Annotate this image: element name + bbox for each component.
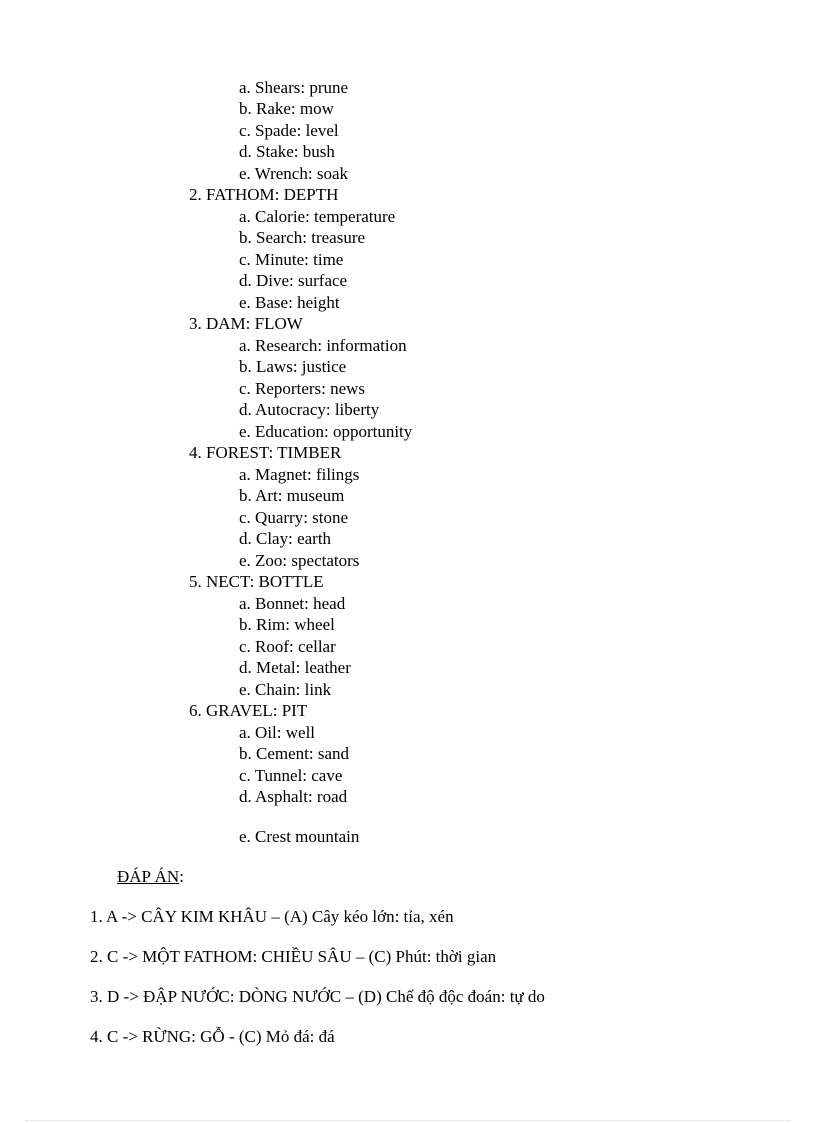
question-3-stem: 3. DAM: FLOW: [189, 314, 303, 333]
answer-4: 4. C -> RỪNG: GỖ - (C) Mỏ đá: đá: [90, 1027, 335, 1046]
answer-1: 1. A -> CÂY KIM KHÂU – (A) Cây kéo lớn: tỉa, xén: [90, 907, 454, 926]
option-4c: c. Quarry: stone: [239, 508, 349, 527]
option-1c: c. Spade: level: [239, 121, 339, 140]
option-2e: e. Base: height: [239, 293, 340, 312]
option-5b: b. Rim: wheel: [239, 615, 335, 634]
option-3c: c. Reporters: news: [239, 379, 366, 398]
option-2a: a. Calorie: temperature: [239, 207, 396, 226]
answer-3: 3. D -> ĐẬP NƯỚC: DÒNG NƯỚC – (D) Chế độ độc đoán: tự do: [90, 987, 545, 1006]
option-3a: a. Research: information: [239, 336, 407, 355]
option-3d: d. Autocracy: liberty: [239, 400, 380, 419]
option-4e: e. Zoo: spectators: [239, 551, 360, 570]
option-6d: d. Asphalt: road: [239, 787, 348, 806]
answers-title-colon: :: [179, 867, 184, 886]
option-2c: c. Minute: time: [239, 250, 344, 269]
answers-heading: [117, 866, 184, 887]
question-2-stem: 2. FATHOM: DEPTH: [189, 185, 339, 204]
question-5-stem: 5. NECT: BOTTLE: [189, 572, 324, 591]
answer-2: 2. C -> MỘT FATHOM: CHIỀU SÂU – (C) Phút: thời gian: [90, 947, 497, 966]
option-4a: a. Magnet: filings: [239, 465, 360, 484]
option-5e: e. Chain: link: [239, 680, 332, 699]
option-6e: e. Crest mountain: [239, 827, 360, 846]
page-bottom-edge: [26, 1120, 790, 1121]
option-1d: d. Stake: bush: [239, 142, 335, 161]
option-3b: b. Laws: justice: [239, 357, 347, 376]
option-1e: e. Wrench: soak: [239, 164, 348, 183]
question-6-stem: 6. GRAVEL: PIT: [189, 701, 308, 720]
option-5d: d. Metal: leather: [239, 658, 351, 677]
option-6c: c. Tunnel: cave: [239, 766, 343, 785]
option-2d: d. Dive: surface: [239, 271, 348, 290]
option-3e: e. Education: opportunity: [239, 422, 413, 441]
answers-title: ĐÁP ÁN: [117, 867, 180, 886]
option-4b: b. Art: museum: [239, 486, 345, 505]
option-1a: a. Shears: prune: [239, 78, 349, 97]
option-1b: b. Rake: mow: [239, 99, 334, 118]
option-6b: b. Cement: sand: [239, 744, 350, 763]
option-6a: a. Oil: well: [239, 723, 316, 742]
option-2b: b. Search: treasure: [239, 228, 366, 247]
option-5c: c. Roof: cellar: [239, 637, 336, 656]
question-4-stem: 4. FOREST: TIMBER: [189, 443, 342, 462]
option-4d: d. Clay: earth: [239, 529, 332, 548]
option-5a: a. Bonnet: head: [239, 594, 346, 613]
